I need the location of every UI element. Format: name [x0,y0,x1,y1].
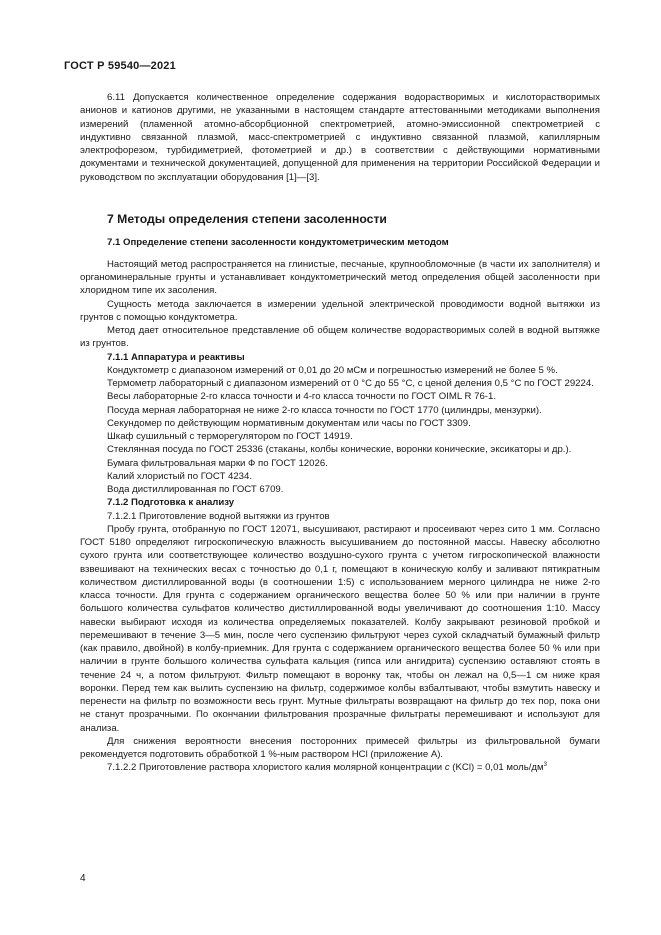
paragraph-essence: Сущность метода заключается в измерении удельной электрической проводимости водной вытяжки из грунтов с помощью кондуктометра. [80,298,600,323]
paragraph-6-11: 6.11 Допускается количественное определение содержания водорастворимых и кислоторастворимых анионов и катионов другими, не указанными в настоящем стандарте аттестованными методиками выполнения измерений (пламенной атомно-абсорбционной спектрометрией, атомно-эмиссионной спектрометрией с индуктивно связанной плазмой, масс-спектрометрией с индуктивно связанной плазмой, капиллярным электрофорезом, турбидиметрией, фотометрией и др.) в соответствии с действующими нормативными документами и технической документацией, допущенной для применения на территории Российской Федерации и руководством по эксплуатации оборудования [1]—[3]. [80,92,600,183]
paragraph-scope: Настоящий метод распространяется на глинистые, песчаные, крупнообломочные (в части их заполнителя) и органоминеральные грунты и устанавливает кондуктометрический метод определения общей засоленности при хлоридном типе их засоления. [80,258,600,297]
equipment-item: Весы лабораторные 2-го класса точности и 4-го класса точности по ГОСТ OIML R 76-1. [107,391,496,403]
heading-7-1-2-2 [80,761,600,774]
concentration-symbol: с [444,762,450,774]
paragraph-filter-treatment: Для снижения вероятности внесения посторонних примесей фильтры из фильтровальной бумаги рекомендуется подготовить обработкой 1 %-ным раствором HCl (приложение А). [80,735,600,760]
heading-7-1-2-1: 7.1.2.1 Приготовление водной вытяжки из грунтов [107,510,330,522]
equipment-item: Бумага фильтровальная марки Ф по ГОСТ 12026. [107,457,328,469]
paragraph-extract-preparation: Пробу грунта, отобранную по ГОСТ 12071, высушивают, растирают и просеивают через сито 1 мм. Согласно ГОСТ 5180 определяют гигроскопическую влажность высушиванием до постоянной массы. Навеску абсолютно сухого грунта или соответствующее количество воздушно-сухого грунта с учетом гигроскопической влажности взвешивают на технических весах с точностью до 0,1 г, помещают в коническую колбу и заливают пятикратным количеством дистиллированной воды (в соотношении 1:5) с использованием мерного цилиндра не ниже 2-го класса точности. Для грунта с содержанием органического вещества более 50 % или при наличии в грунте большого количества сульфатов количество дистиллированной воды увеличивают до соотношения 1:10. Массу навески выбирают исходя из количества определяемых показателей. Колбу закрывают резиновой пробкой и перемешивают в течение 3—5 мин, после чего суспензию фильтруют через сухой складчатый бумажный фильтр (как правило, двойной) в колбу-приемник. Для грунта с содержанием органического вещества более 50 % или при наличии в грунте большого количества сульфата кальция (гипса или ангидрита) суспензию оставляют стоять в течение 24 ч, а потом фильтруют. Фильтр помещают в воронку так, чтобы он лежал на 0,5—1 см ниже края воронки. Перед тем как вылить суспензию на фильтр, содержимое колбы взбалтывают, чтобы взмутить навеску и перенести на фильтр по возможности весь грунт. Мутные фильтраты возвращают на фильтр до тех пор, пока они не станут прозрачными. По окончании фильтрования прозрачные фильтраты перемешивают и используют для анализа. [80,523,600,734]
page-number: 4 [80,873,86,884]
equipment-item: Стеклянная посуда по ГОСТ 25336 (стаканы, колбы конические, воронки конические, эксикаторы и др.). [107,444,572,456]
heading-7-1-1: 7.1.1 Аппаратура и реактивы [107,351,245,363]
page-body [80,91,600,775]
heading-7-1-2: 7.1.2 Подготовка к анализу [107,497,235,509]
equipment-item: Кондуктометр с диапазоном измерений от 0,01 до 20 мСм и погрешностью измерений не более 5 %. [107,364,558,376]
subsection-7-1-title: 7.1 Определение степени засоленности кондуктометрическим методом [107,236,449,248]
equipment-item: Шкаф сушильный с терморегулятором по ГОСТ 14919. [107,431,353,442]
document-header: ГОСТ Р 59540—2021 [64,60,176,72]
equipment-item: Вода дистиллированная по ГОСТ 6709. [107,484,284,495]
section-7-title: 7 Методы определения степени засоленности [107,211,387,226]
cube-superscript: 3 [543,762,547,769]
paragraph-relative: Метод дает относительное представление об общем количестве водорастворимых солей в водной вытяжке из грунтов. [80,325,600,350]
equipment-item: Секундомер по действующим нормативным документам или часы по ГОСТ 3309. [107,417,471,429]
equipment-item: Посуда мерная лабораторная не ниже 2-го класса точности по ГОСТ 1770 (цилиндры, мензурки). [107,404,542,416]
equipment-item: Термометр лабораторный с диапазоном измерений от 0 °С до 55 °С, с ценой деления 0,5 °С по ГОСТ 29224. [107,378,594,389]
heading-7-1-2-2-text: 7.1.2.2 Приготовление раствора хлористого калия молярной концентрации [107,762,445,774]
equipment-item: Калий хлористый по ГОСТ 4234. [107,470,253,482]
heading-7-1-2-2-formula: (KCl) = 0,01 моль/дм [449,762,544,774]
